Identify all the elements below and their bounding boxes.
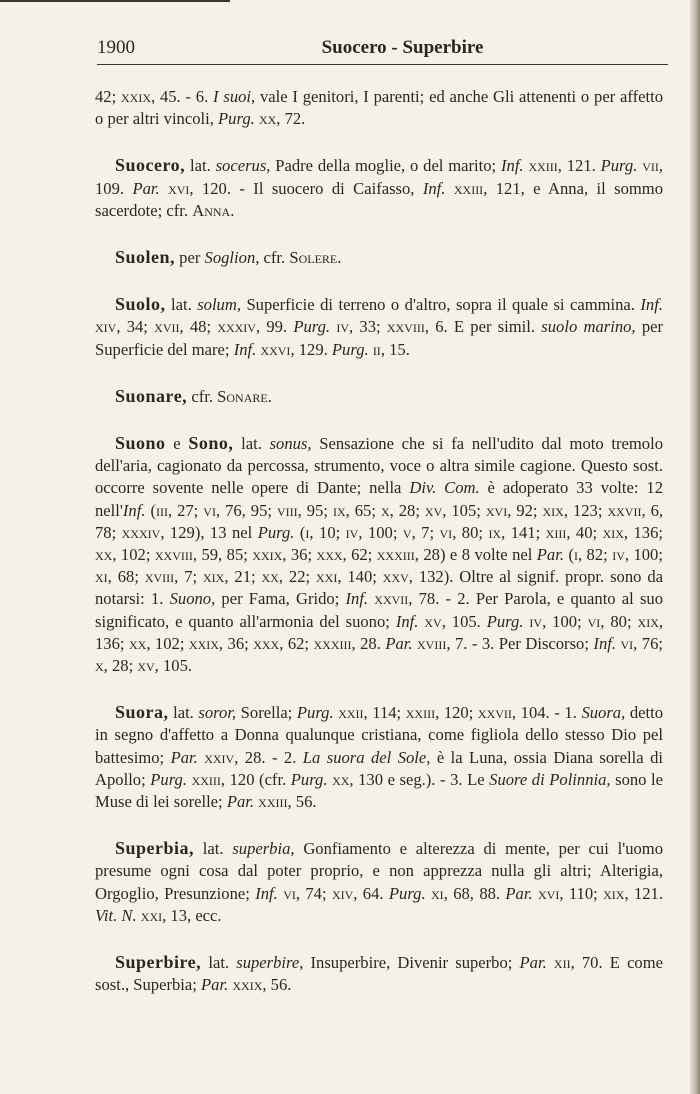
small-caps-text: xx (332, 769, 350, 789)
italic-text: socerus, (215, 156, 271, 176)
small-caps-text: xix (542, 500, 564, 520)
text: , 7; (411, 522, 440, 542)
text: , 120; (435, 703, 478, 723)
italic-text: Purg. (218, 109, 255, 129)
small-caps-text: xii (553, 953, 571, 973)
italic-text: Inf. (345, 589, 369, 609)
entry-continuation (95, 86, 663, 130)
text: , 72. (276, 109, 306, 129)
small-caps-text: ix (332, 500, 346, 520)
text: , 76, 95; (215, 500, 277, 520)
italic-text: superbire, (236, 953, 304, 973)
text: , 100; (624, 545, 663, 565)
text: , 105. (441, 611, 487, 631)
text: , 7; (174, 567, 204, 587)
text: , 114; (363, 703, 406, 723)
italic-text: Purg. (600, 156, 638, 176)
text: , 82; (577, 545, 613, 565)
text: , 62; (279, 633, 314, 653)
page-number: 1900 (97, 37, 135, 58)
headword: Suolen, (115, 247, 176, 268)
small-caps-text: iii (155, 500, 168, 520)
small-caps-text: xx (128, 633, 147, 653)
small-caps-text: vi (620, 633, 634, 653)
text: , 48; (179, 317, 218, 337)
italic-text: Suore di Polinnia, (489, 769, 611, 789)
text: , 22; (278, 567, 316, 587)
small-caps-text: xxxiii (313, 633, 352, 653)
text: , 28. (351, 633, 386, 653)
italic-text: Par. (132, 178, 160, 198)
running-title: Suocero - Superbire (321, 37, 484, 58)
small-caps-text: xxix (121, 87, 151, 106)
entry-suono (95, 432, 663, 677)
text: , 62; (342, 545, 377, 565)
small-caps-text: xv (137, 656, 155, 676)
italic-text: suolo marino, (541, 317, 636, 337)
text (547, 953, 554, 972)
text: . (337, 248, 342, 268)
small-caps-text: xi (95, 567, 108, 587)
text: , 80; (452, 522, 489, 542)
small-caps-text: xxiii (191, 769, 221, 789)
text: , 68; (107, 567, 145, 587)
text: , 65; (345, 500, 381, 520)
text: , 130 e seg.). - 3. Le (349, 769, 490, 789)
small-caps-text: viii (276, 500, 298, 520)
italic-text: Vit. N. (95, 905, 137, 925)
small-caps-text: xiv (95, 317, 117, 337)
small-caps-text: xvi (168, 178, 190, 198)
small-caps-text: xi (431, 883, 444, 903)
text: ( (564, 545, 574, 565)
text: lat. (201, 953, 237, 973)
text: , 100; (358, 522, 403, 542)
text: ( (145, 500, 156, 520)
small-caps-text: xviii (144, 567, 175, 587)
text: , 28. - 2. (234, 747, 303, 767)
italic-text: Inf. (640, 295, 663, 315)
text: , 121, e Anna, il sommo sacerdote; cfr. (95, 178, 664, 220)
small-caps-text: xxiii (453, 178, 484, 198)
small-caps-text: xxix (188, 633, 219, 653)
small-caps-text: xvi (485, 500, 508, 520)
text: , 59, 85; (192, 545, 253, 565)
text: , 120 (cfr. (220, 769, 291, 789)
small-caps-text: xxvi (260, 339, 291, 359)
text: , 28; (103, 656, 138, 676)
text: , 68, 88. (443, 883, 506, 903)
text: , 129), 13 nel (160, 522, 258, 542)
text: per Superficie del mare; (95, 317, 664, 359)
text: , 64. (353, 883, 389, 903)
small-caps-text: i (305, 522, 310, 542)
text: è la Luna, ossia Diana sorella di Apollo; (95, 747, 663, 789)
text: , 28) e 8 volte nel (414, 545, 537, 565)
small-caps-text: iv (345, 522, 359, 542)
text: , 7. - 3. Per Discorso; (446, 633, 594, 653)
small-caps-text: xvii (154, 317, 180, 337)
text: Insuperbire, Divenir superbo; (303, 953, 520, 973)
text: , 121. (557, 156, 601, 176)
small-caps-text: xxii (338, 703, 364, 723)
small-caps-text: xx (258, 109, 277, 129)
italic-text: I suoi, (213, 87, 256, 106)
text (445, 179, 453, 198)
italic-text: soror, (198, 703, 237, 723)
small-caps-text: xvi (538, 883, 560, 903)
headword: Suono (115, 433, 166, 454)
small-caps-text: xxvii (607, 500, 642, 520)
italic-text: Purg. (296, 703, 334, 723)
italic-text: Par. (385, 633, 413, 653)
small-caps-text: iv (612, 545, 625, 565)
text: , 78. - 2. Per Parola, e quanto al suo significato, e quanto all'armonia del suono; (95, 589, 664, 631)
dictionary-text (95, 86, 663, 1021)
small-caps-text: xxix (232, 975, 263, 995)
italic-text: sonus, (269, 434, 312, 454)
small-caps-text: x (95, 656, 104, 676)
small-caps-text: xviii (417, 633, 447, 653)
italic-text: Par. (170, 747, 198, 767)
italic-text: Par. (226, 792, 255, 812)
small-caps-text: xix (602, 522, 624, 542)
text: lat. (233, 434, 270, 454)
text: , 102; (112, 545, 155, 565)
page-header (97, 34, 668, 65)
small-caps-text: xxiii (258, 792, 288, 812)
text: Gonfiamento e alterezza di mente, per cui l'uomo presume ogni cosa dal poter proprio, e non apprezza nulla gli altri; Alterigia, Orgoglio, Presunzione; (95, 839, 663, 903)
italic-text: Par. (519, 953, 547, 973)
entry-suolen (95, 246, 663, 269)
headword: Suonare, (115, 385, 188, 406)
italic-text: Inf. (255, 883, 278, 903)
italic-text: Purg. (388, 883, 426, 903)
small-caps-text: xxiii (405, 703, 436, 723)
entry-suonare (95, 385, 663, 408)
headword: Superbire, (115, 952, 202, 973)
italic-text: Par. (201, 975, 229, 995)
headword: Sono, (188, 433, 234, 454)
italic-text: Purg. (331, 339, 369, 359)
italic-text: Inf. (233, 339, 257, 359)
small-caps-text: xx (261, 567, 279, 587)
small-caps-text: xxxiv (217, 317, 256, 337)
text: ( (294, 522, 306, 542)
italic-text: Par. (536, 545, 564, 565)
small-caps-text: xv (424, 611, 442, 631)
text: , 110; (559, 883, 604, 903)
text: detto in segno d'affetto a Donna qualunque cristiana, come figliola dello stesso Dio pel battesimo; (95, 703, 663, 767)
small-caps-text: xiv (331, 883, 354, 903)
small-caps-text: xxxiii (376, 545, 415, 565)
text: , 6. E per simil. (424, 317, 542, 337)
small-caps-text: xix (637, 611, 659, 631)
small-caps-text: xxx (316, 545, 343, 565)
text: cfr. (187, 386, 218, 406)
small-caps-text: xxxiv (121, 522, 161, 542)
text: , 80; (600, 611, 638, 631)
text: lat. (168, 703, 199, 723)
entry-suocero (95, 154, 663, 222)
text: , 136; (623, 522, 663, 542)
text: , 74; (295, 883, 332, 903)
small-caps-text: iv (529, 611, 543, 631)
italic-text: Purg. (150, 769, 187, 789)
text: Sensazione che si fa nell'udito dal moto tremolo dell'aria, cagionato da percossa, strumento, voce o altra simile cagione. Questo sost. occorre sovente nelle opere di Dante; nella (95, 434, 663, 498)
text: , 70. E come sost., Superbia; (95, 953, 663, 995)
small-caps-text: Anna (192, 200, 231, 220)
italic-text: Soglion, (204, 248, 260, 268)
italic-text: Purg. (293, 317, 331, 337)
text: lat. (185, 156, 216, 176)
small-caps-text: xxiv (204, 747, 235, 767)
italic-text: Purg. (257, 522, 295, 542)
text: Padre della moglie, o del marito; (270, 156, 501, 176)
text: , 56. (262, 975, 292, 995)
entry-suora (95, 701, 663, 813)
italic-text: Inf. (122, 500, 146, 520)
italic-text: Inf. (395, 611, 419, 631)
text: lat. (194, 839, 233, 859)
text: , 105. (154, 656, 193, 676)
text: , 21; (224, 567, 262, 587)
text: per Fama, Grido; (215, 589, 346, 609)
small-caps-text: Sonare (217, 386, 268, 406)
small-caps-text: xxvii (374, 589, 409, 609)
text: , 33; (349, 317, 387, 337)
small-caps-text: Solere (289, 248, 338, 268)
entry-superbia (95, 837, 663, 927)
small-caps-text: i (573, 545, 578, 565)
small-caps-text: xiii (545, 522, 567, 542)
text: , 40; (566, 522, 603, 542)
text: , 28; (389, 500, 425, 520)
text: , 6, 78; (95, 500, 664, 542)
text: Superficie di terreno o d'altro, sopra il quale si cammina. (240, 295, 641, 315)
text: lat. (165, 295, 198, 315)
text: , 140; (337, 567, 383, 587)
italic-text: Purg. (290, 769, 328, 789)
small-caps-text: xix (203, 567, 225, 587)
small-caps-text: vii (642, 156, 659, 176)
italic-text: Inf. (593, 633, 617, 653)
headword: Suora, (115, 702, 169, 723)
text: , 45. - 6. (151, 87, 214, 106)
headword: Suolo, (115, 294, 166, 315)
text: , 123; (563, 500, 608, 520)
entry-superbire (95, 951, 663, 996)
text (160, 179, 168, 198)
italic-text: Suono, (169, 589, 216, 609)
text: per (175, 248, 205, 268)
text: , 92; (507, 500, 543, 520)
text: , 104. - 1. (511, 703, 582, 723)
text: , 15. (380, 339, 410, 359)
text: . (267, 386, 272, 406)
text: , 120. - Il suocero di Caifasso, (189, 178, 423, 198)
text: , 34; (116, 317, 155, 337)
italic-text: Inf. (422, 178, 446, 198)
italic-text: solum, (197, 295, 241, 315)
small-caps-text: xv (424, 500, 443, 520)
italic-text: La suora del Sole, (302, 747, 431, 767)
text: , 95; (297, 500, 333, 520)
headword: Superbia, (115, 838, 195, 859)
italic-text: Inf. (501, 156, 524, 176)
text: cfr. (259, 248, 290, 268)
text: è adoperato 33 volte: 12 nell' (95, 478, 663, 520)
italic-text: Suora, (581, 703, 626, 723)
small-caps-text: xxvii (477, 703, 512, 723)
text: , 56. (287, 792, 317, 812)
small-caps-text: vi (283, 883, 296, 903)
italic-text: Par. (505, 883, 533, 903)
text: , 99. (255, 317, 294, 337)
italic-text: Div. Com. (409, 478, 480, 498)
italic-text: Purg. (486, 611, 524, 631)
text: , 13, ecc. (162, 905, 222, 925)
text: , 141; (501, 522, 546, 542)
small-caps-text: xxv (382, 567, 409, 587)
small-caps-text: xxi (140, 905, 163, 925)
text: vale I genitori, I parenti; ed anche Gli attenenti o per affetto o per altri vincoli, (95, 87, 663, 129)
text: , 27; (167, 500, 204, 520)
small-caps-text: xxviii (154, 545, 193, 565)
small-caps-text: vi (439, 522, 453, 542)
small-caps-text: vi (203, 500, 216, 520)
small-caps-text: vi (587, 611, 601, 631)
small-caps-text: iv (336, 317, 350, 337)
entry-suolo (95, 293, 663, 361)
text: e (165, 434, 189, 454)
small-caps-text: ii (372, 339, 381, 359)
small-caps-text: ix (488, 522, 502, 542)
text: sono le Muse di lei sorelle; (95, 769, 663, 812)
book-spine-edge (690, 0, 700, 1094)
small-caps-text: xxix (252, 545, 283, 565)
text: , 100; (542, 611, 588, 631)
headword: Suocero, (115, 155, 186, 176)
small-caps-text: xxi (316, 567, 338, 587)
text: , 132). Oltre al signif. propr. sono da notarsi: 1. (95, 567, 663, 609)
text: , 105; (442, 500, 486, 520)
text: , 121. (624, 883, 663, 903)
text: . (230, 200, 235, 220)
small-caps-text: x (380, 500, 390, 520)
text: , 36; (282, 545, 317, 565)
text: 42; (95, 87, 121, 106)
small-caps-text: v (402, 522, 412, 542)
small-caps-text: xxiii (528, 156, 558, 176)
small-caps-text: xx (95, 545, 113, 565)
small-caps-text: xix (603, 883, 625, 903)
text: , 136; (95, 611, 664, 653)
text: , 36; (218, 633, 254, 653)
text: , 76; (633, 633, 663, 653)
small-caps-text: xxviii (386, 317, 425, 337)
text: , 109. (95, 156, 664, 198)
small-caps-text: xxx (253, 633, 280, 653)
text: , 102; (146, 633, 189, 653)
italic-text: superbia, (232, 839, 295, 859)
text: Sorella; (236, 703, 297, 723)
text: , 129. (290, 339, 332, 359)
top-rule (0, 0, 230, 2)
text: , 10; (309, 522, 346, 542)
